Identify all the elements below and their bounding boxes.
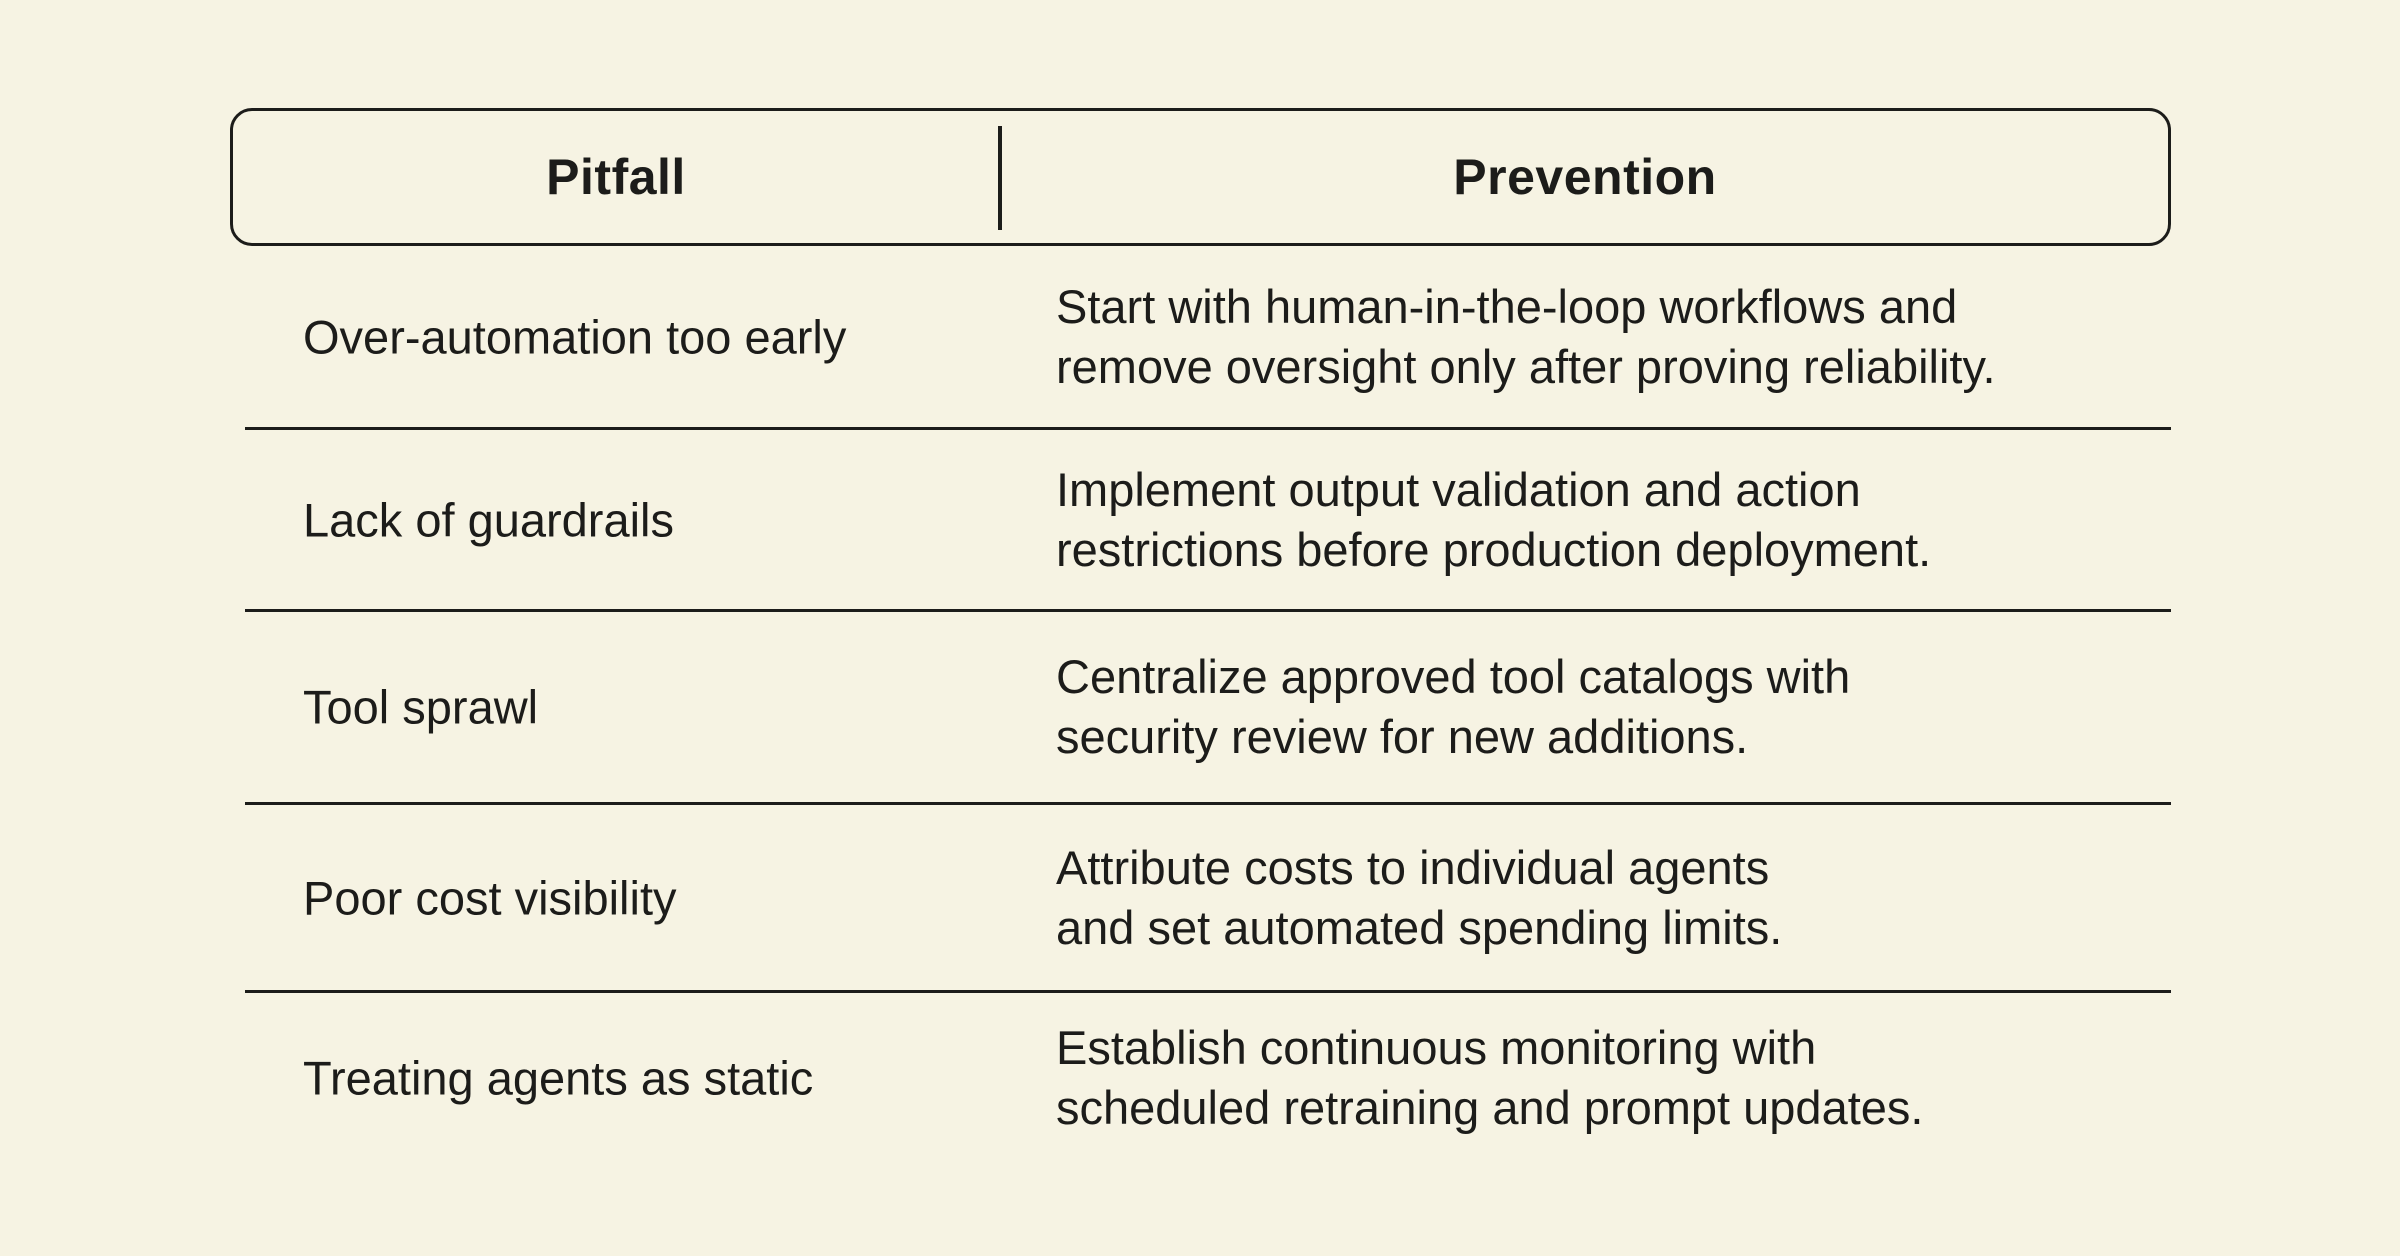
prevention-line: Start with human-in-the-loop workflows and <box>1056 279 1958 333</box>
prevention-cell <box>1056 647 1850 767</box>
prevention-cell <box>1056 277 1996 397</box>
prevention-line: security review for new additions. <box>1056 710 1749 763</box>
prevention-line: Centralize approved tool catalogs with <box>1056 650 1851 703</box>
pitfall-cell: Over-automation too early <box>303 310 847 363</box>
pitfall-cell: Lack of guardrails <box>303 493 674 546</box>
table-header <box>230 108 2171 246</box>
prevention-line: restrictions before production deployment. <box>1056 522 1932 576</box>
table-row <box>245 430 2171 612</box>
pitfall-prevention-table <box>230 108 2171 1134</box>
prevention-line: Implement output validation and action <box>1056 462 1861 516</box>
header-pitfall: Pitfall <box>546 149 686 205</box>
table-row <box>245 993 2171 1163</box>
prevention-line: scheduled retraining and prompt updates. <box>1056 1081 1924 1134</box>
table-row <box>245 805 2171 993</box>
prevention-line: Establish continuous monitoring with <box>1056 1021 1817 1074</box>
prevention-cell <box>1056 838 1782 958</box>
table-row <box>245 246 2171 430</box>
prevention-line: remove oversight only after proving reliability. <box>1056 339 1996 393</box>
pitfall-cell: Tool sprawl <box>303 680 539 734</box>
prevention-cell <box>1056 1018 1923 1138</box>
pitfall-cell: Treating agents as static <box>303 1051 814 1105</box>
prevention-cell <box>1056 460 1931 580</box>
header-prevention: Prevention <box>1453 149 1717 205</box>
prevention-line: and set automated spending limits. <box>1056 900 1783 954</box>
table-body <box>245 246 2171 1163</box>
pitfall-cell: Poor cost visibility <box>303 871 677 924</box>
table-row <box>245 612 2171 805</box>
prevention-line: Attribute costs to individual agents <box>1056 840 1770 894</box>
